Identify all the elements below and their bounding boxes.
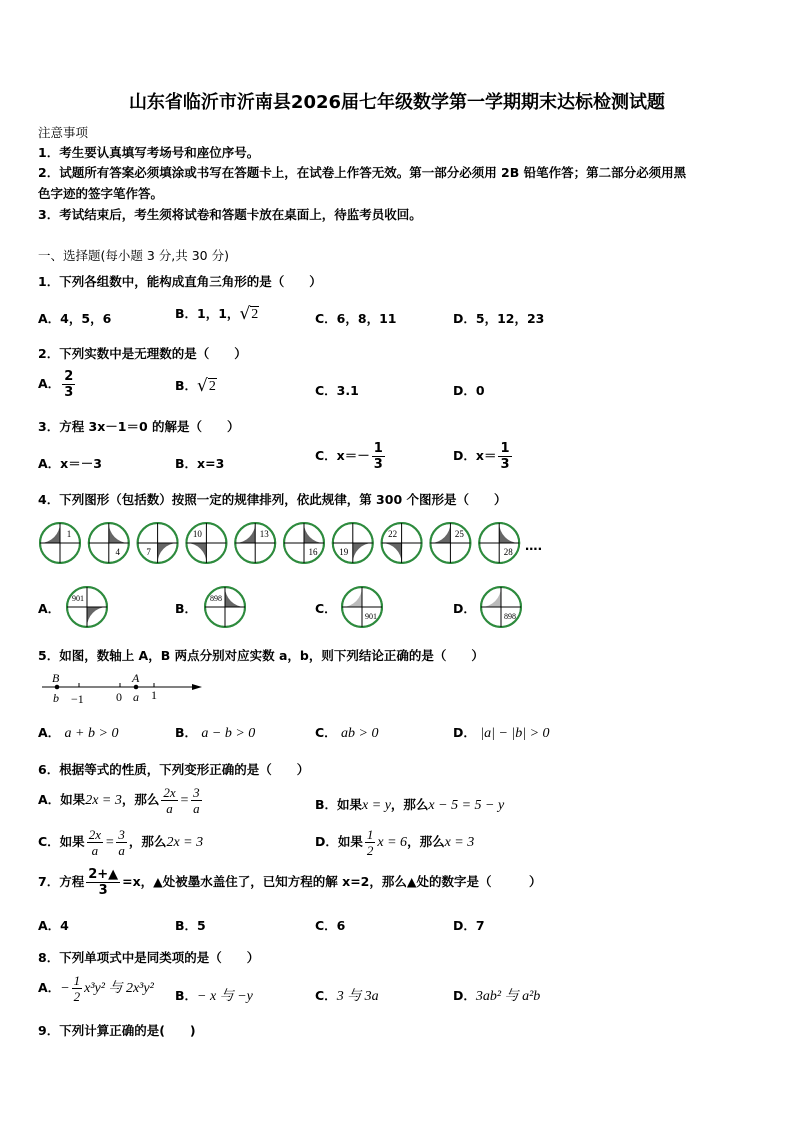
sequence-circle (430, 523, 470, 563)
section-heading: 一、选择题(每小题 3 分,共 30 分) (38, 248, 229, 263)
q6-option-b-label: B．如果 (315, 797, 363, 812)
q6-c-fraction-2: $\frac{3}{a}$ (118, 827, 125, 858)
q2-option-b[interactable] (175, 376, 217, 395)
sequence-circle (382, 523, 422, 563)
tick-zero-label: 0 (116, 690, 122, 704)
circle-number: 25 (454, 529, 464, 539)
circle-number: 4 (115, 547, 121, 557)
q7-option-c[interactable]: C．6 (315, 918, 346, 933)
q2-option-d[interactable]: D．0 (453, 383, 485, 398)
q7-option-a[interactable]: A．4 (38, 918, 69, 933)
sequence-circle (89, 523, 129, 563)
q6-option-a[interactable] (38, 785, 204, 816)
q9-stem: 9．下列计算正确的是( ) (38, 1023, 196, 1038)
q3-stem: 3．方程 3x－1＝0 的解是（ ） (38, 419, 240, 434)
q2-a-fraction: $\frac{2}{3}$ (64, 369, 74, 400)
circle-number: 901 (72, 594, 84, 603)
sqrt-symbol: √ 2 (197, 376, 216, 396)
sqrt-symbol: √ 2 (239, 304, 259, 324)
q6-option-d-cond: x = 6 (377, 835, 408, 850)
q2-option-c[interactable]: C．3.1 (315, 383, 359, 398)
q6-d-fraction: $\frac{1}{2}$ (366, 827, 374, 858)
q6-c-fraction-1: $\frac{2x}{a}$ (88, 827, 101, 858)
q6-c-equals: = (104, 835, 115, 850)
q6-a-equals: = (179, 793, 190, 808)
tick-neg1-label: −1 (71, 692, 84, 706)
q4-option-a-figure[interactable] (64, 585, 110, 629)
q8-option-a-label: A． (38, 980, 61, 995)
q8-option-c-expr: 3 与 3a (336, 989, 379, 1004)
page-title: 山东省临沂市沂南县2026届七年级数学第一学期期末达标检测试题 (128, 92, 666, 113)
q6-option-d-result: x = 3 (444, 835, 475, 850)
q4-option-d-figure[interactable] (478, 585, 524, 629)
circle-number: 28 (503, 547, 513, 557)
q5-option-a[interactable] (38, 723, 118, 742)
sequence-circle (235, 523, 275, 563)
q4-sequence-figure (38, 518, 558, 568)
q2-option-a-label: A． (38, 376, 61, 391)
q6-option-d-then: ，那么 (407, 834, 445, 849)
q6-option-b-result: x − 5 = 5 − y (428, 798, 505, 813)
circle-number: 1 (66, 529, 72, 539)
q5-option-b-expr: a − b > 0 (201, 726, 256, 741)
q2-stem: 2．下列实数中是无理数的是（ ） (38, 346, 247, 361)
q6-option-a-label: A．如果 (38, 792, 86, 807)
option-c-circle (342, 587, 382, 627)
q5-option-a-expr: a + b > 0 (64, 726, 119, 741)
sequence-circle (333, 523, 373, 563)
q4-option-b-label[interactable]: B． (175, 601, 198, 616)
point-a-label: A (132, 671, 140, 685)
q4-stem: 4．下列图形（包括数）按照一定的规律排列，依此规律，第 300 个图形是（ ） (38, 492, 507, 507)
q1-option-c[interactable]: C．6，8，11 (315, 311, 397, 326)
q5-option-a-label: A． (38, 725, 61, 740)
q3-c-fraction: $\frac{1}{3}$ (373, 441, 383, 472)
q8-option-a[interactable] (38, 973, 154, 1004)
q1-stem: 1．下列各组数中，能构成直角三角形的是（ ） (38, 274, 322, 289)
q6-option-c[interactable] (38, 827, 203, 858)
q3-option-a[interactable]: A．x＝－3 (38, 456, 102, 471)
q8-option-a-sign: − (60, 981, 70, 996)
q6-option-b-cond: x = y (362, 798, 391, 813)
q5-option-b-label: B． (175, 725, 198, 740)
sequence-circle (479, 523, 519, 563)
q7-option-d[interactable]: D．7 (453, 918, 485, 933)
q2-option-a[interactable] (38, 369, 77, 400)
circle-number: 22 (388, 529, 398, 539)
q5-option-c-expr: ab > 0 (341, 726, 379, 741)
q1-option-a[interactable]: A．4，5，6 (38, 311, 112, 326)
q6-option-a-then: ，那么 (121, 792, 160, 807)
sequence-circle (284, 523, 324, 563)
q8-option-c[interactable] (315, 985, 379, 1005)
q7-fraction: $\frac{2+▲}{3}$ (88, 867, 119, 898)
notice-item-2b: 色字迹的签字笔作答。 (38, 186, 164, 201)
q6-option-c-label: C．如果 (38, 834, 85, 849)
q6-option-b-then: ，那么 (390, 797, 429, 812)
q8-stem: 8．下列单项式中是同类项的是（ ） (38, 950, 260, 965)
q6-option-a-cond: 2x = 3 (85, 793, 122, 808)
q7-option-b[interactable]: B．5 (175, 918, 206, 933)
notice-item-1: 1．考生要认真填写考场号和座位序号。 (38, 145, 260, 160)
q8-a-fraction: $\frac{1}{2}$ (73, 973, 81, 1004)
q6-option-d[interactable] (315, 827, 474, 858)
notice-item-2a: 2．试题所有答案必须填涂或书写在答题卡上，在试卷上作答无效。第一部分必须用 2B 铅笔作答；第二部分必须用黑 (38, 165, 687, 180)
q5-option-d-expr: |a| − |b| > 0 (480, 726, 550, 741)
sequence-circle (186, 523, 226, 563)
circle-number: 898 (210, 594, 222, 603)
q6-a-fraction-1: $\frac{2x}{a}$ (163, 785, 176, 816)
q6-option-c-result: 2x = 3 (166, 835, 204, 850)
q5-number-line (38, 668, 208, 706)
option-d-circle (481, 587, 521, 627)
q6-stem: 6．根据等式的性质，下列变形正确的是（ ） (38, 762, 310, 777)
q1-option-b[interactable] (175, 304, 259, 323)
q3-option-c-label: C．x＝－ (315, 448, 370, 463)
q3-option-d[interactable] (453, 441, 514, 472)
circle-number: 7 (146, 547, 151, 557)
value-b-label: b (53, 691, 59, 705)
q8-option-d-label: D． (453, 988, 476, 1003)
circle-number: 19 (339, 547, 349, 557)
q8-option-b-expr: − x 与 −y (197, 989, 253, 1004)
q2-option-b-label: B． (175, 378, 198, 393)
q5-option-c-label: C． (315, 725, 337, 740)
q5-option-d-label: D． (453, 725, 476, 740)
notice-heading: 注意事项 (38, 125, 89, 140)
q3-option-d-label: D．x＝ (453, 448, 497, 463)
q6-option-c-then: ，那么 (128, 834, 167, 849)
q7-stem-post: =x，▲处被墨水盖住了，已知方程的解 x=2，那么▲处的数字是（ ） (122, 874, 542, 889)
q4-ellipsis: …. (525, 538, 543, 553)
q4-option-c-label[interactable]: C． (315, 601, 337, 616)
q6-option-d-label: D．如果 (315, 834, 363, 849)
q8-option-b[interactable] (175, 985, 253, 1005)
q4-option-a-label[interactable]: A． (38, 601, 61, 616)
option-b-circle (205, 587, 245, 627)
q5-stem: 5．如图，数轴上 A，B 两点分别对应实数 a，b，则下列结论正确的是（ ） (38, 648, 484, 663)
circle-number: 898 (504, 612, 516, 621)
q5-option-d[interactable] (453, 723, 550, 742)
q5-option-b[interactable] (175, 723, 255, 742)
value-a-label: a (133, 690, 139, 704)
notice-item-3: 3．考试结束后，考生须将试卷和答题卡放在桌面上，待监考员收回。 (38, 207, 422, 222)
circle-number: 16 (308, 547, 318, 557)
q8-option-d[interactable] (453, 985, 540, 1005)
q1-option-d[interactable]: D．5，12，23 (453, 311, 545, 326)
q3-d-fraction: $\frac{1}{3}$ (500, 441, 510, 472)
circle-number: 13 (259, 529, 269, 539)
point-b-label: B (52, 671, 60, 685)
q7-stem-pre: 7．方程 (38, 874, 85, 889)
q3-option-c[interactable] (315, 441, 387, 472)
q4-option-b-figure[interactable] (202, 585, 248, 629)
circle-number: 901 (365, 612, 377, 621)
q4-option-d-label[interactable]: D． (453, 601, 476, 616)
circle-number: 10 (192, 529, 202, 539)
q1-option-b-text: B．1，1， (175, 306, 240, 321)
q6-a-fraction-2: $\frac{3}{a}$ (193, 785, 200, 816)
q8-option-c-label: C． (315, 988, 337, 1003)
q8-option-b-label: B． (175, 988, 198, 1003)
q4-option-c-figure[interactable] (339, 585, 385, 629)
option-a-circle (67, 587, 107, 627)
q5-option-c[interactable] (315, 723, 379, 742)
sequence-circle (138, 523, 178, 563)
tick-one-label: 1 (151, 688, 157, 702)
sequence-circle (40, 523, 80, 563)
q3-option-b[interactable]: B．x=3 (175, 456, 225, 471)
q8-option-a-expr: x³y² 与 2x³y² (84, 981, 154, 996)
q8-option-d-expr: 3ab² 与 a²b (475, 989, 541, 1004)
q7-stem (38, 867, 542, 898)
q6-option-b[interactable] (315, 795, 504, 814)
